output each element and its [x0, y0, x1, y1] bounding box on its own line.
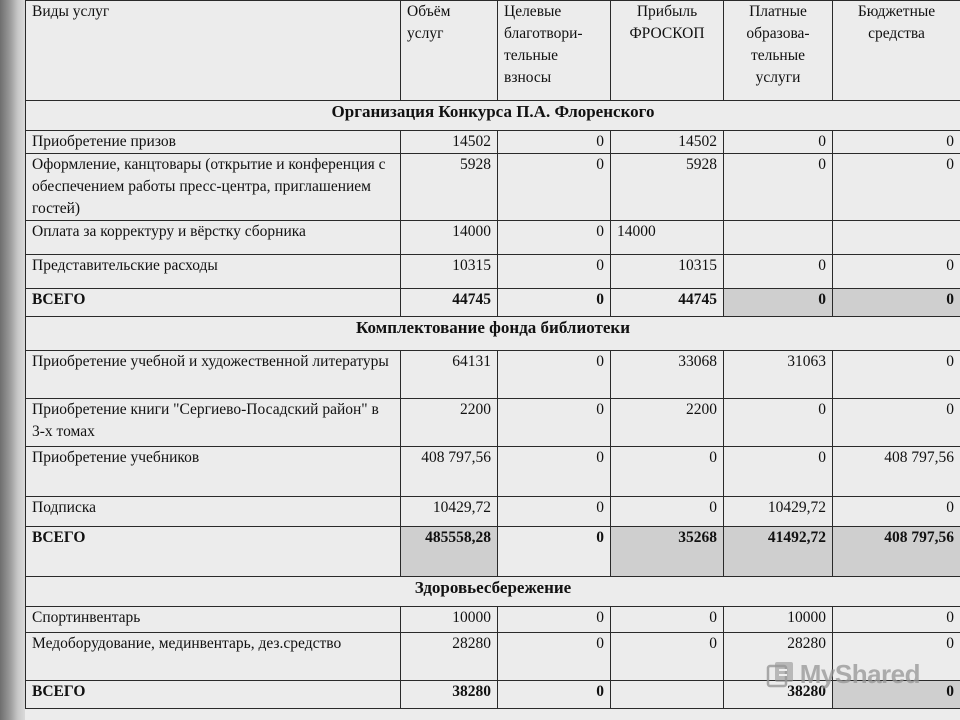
cell-paid: 0 [724, 131, 833, 154]
cell-charity: 0 [498, 399, 611, 447]
total-paid: 41492,72 [724, 527, 833, 577]
total-label: ВСЕГО [26, 681, 401, 709]
total-volume: 44745 [401, 289, 498, 317]
section-title: Здоровьесбережение [26, 577, 960, 607]
total-label: ВСЕГО [26, 289, 401, 317]
total-profit [611, 681, 724, 709]
cell-paid: 0 [724, 154, 833, 221]
cell-profit: 0 [611, 633, 724, 681]
total-budget: 0 [833, 681, 960, 709]
cell-paid [724, 221, 833, 255]
table-header-row [26, 1, 960, 101]
table-row [26, 497, 960, 527]
total-volume: 38280 [401, 681, 498, 709]
total-paid: 38280 [724, 681, 833, 709]
total-profit: 35268 [611, 527, 724, 577]
cell-charity: 0 [498, 607, 611, 633]
total-row [26, 527, 960, 577]
header-charity: Целевые благотвори- тельные взносы [498, 1, 611, 101]
cell-charity: 0 [498, 447, 611, 497]
cell-volume: 10315 [401, 255, 498, 289]
section-title-row [26, 317, 960, 351]
header-volume: Объём услуг [401, 1, 498, 101]
cell-budget: 0 [833, 255, 960, 289]
cell-budget [833, 221, 960, 255]
cell-paid: 0 [724, 447, 833, 497]
table-row [26, 607, 960, 633]
total-charity: 0 [498, 681, 611, 709]
total-paid: 0 [724, 289, 833, 317]
total-label: ВСЕГО [26, 527, 401, 577]
cell-budget: 0 [833, 131, 960, 154]
myshared-watermark [766, 659, 920, 690]
cell-paid: 10000 [724, 607, 833, 633]
cell-volume: 10000 [401, 607, 498, 633]
cell-budget: 0 [833, 351, 960, 399]
cell-charity: 0 [498, 154, 611, 221]
cell-volume: 14000 [401, 221, 498, 255]
total-row [26, 289, 960, 317]
row-name: Представительские расходы [26, 255, 401, 289]
watermark-text: MyShared [799, 659, 920, 689]
section-title-row [26, 577, 960, 607]
total-volume: 485558,28 [401, 527, 498, 577]
row-name: Оплата за корректуру и вёрстку сборника [26, 221, 401, 255]
cell-profit: 33068 [611, 351, 724, 399]
table-row [26, 221, 960, 255]
cell-profit: 0 [611, 447, 724, 497]
table-row [26, 399, 960, 447]
row-name: Приобретение учебной и художественной литературы [26, 351, 401, 399]
cell-profit: 0 [611, 607, 724, 633]
total-budget: 0 [833, 289, 960, 317]
cell-charity: 0 [498, 351, 611, 399]
total-budget: 408 797,56 [833, 527, 960, 577]
header-profit: Прибыль ФРОСКОП [611, 1, 724, 101]
cell-charity: 0 [498, 633, 611, 681]
cell-volume: 408 797,56 [401, 447, 498, 497]
cell-profit: 5928 [611, 154, 724, 221]
cell-budget: 0 [833, 633, 960, 681]
section-title: Организация Конкурса П.А. Флоренского [26, 101, 960, 131]
cell-budget: 0 [833, 607, 960, 633]
cell-budget: 0 [833, 154, 960, 221]
cell-budget: 408 797,56 [833, 447, 960, 497]
cell-paid: 0 [724, 255, 833, 289]
table-row [26, 447, 960, 497]
row-name: Медоборудование, мединвентарь, дез.средство [26, 633, 401, 681]
cell-volume: 5928 [401, 154, 498, 221]
cell-budget: 0 [833, 497, 960, 527]
total-charity: 0 [498, 527, 611, 577]
cell-charity: 0 [498, 255, 611, 289]
cell-profit: 0 [611, 497, 724, 527]
cell-volume: 28280 [401, 633, 498, 681]
section-title: Комплектование фонда библиотеки [26, 317, 960, 351]
cell-charity: 0 [498, 131, 611, 154]
cell-volume: 2200 [401, 399, 498, 447]
row-name: Приобретение учебников [26, 447, 401, 497]
table-row [26, 255, 960, 289]
cell-budget: 0 [833, 399, 960, 447]
table-row [26, 154, 960, 221]
header-service-type: Виды услуг [26, 1, 401, 101]
row-name: Приобретение книги "Сергиево-Посадский район" в 3-х томах [26, 399, 401, 447]
row-name: Приобретение призов [26, 131, 401, 154]
services-table [25, 0, 960, 709]
cell-volume: 10429,72 [401, 497, 498, 527]
myshared-logo-icon [766, 660, 796, 690]
total-charity: 0 [498, 289, 611, 317]
row-name: Спортинвентарь [26, 607, 401, 633]
table-row [26, 351, 960, 399]
row-name: Оформление, канцтовары (открытие и конференция с обеспечением работы пресс-центра, приглашением гостей) [26, 154, 401, 221]
header-paid-services: Платные образова- тельные услуги [724, 1, 833, 101]
cell-volume: 14502 [401, 131, 498, 154]
cell-profit: 14502 [611, 131, 724, 154]
section-title-row [26, 101, 960, 131]
cell-paid: 0 [724, 399, 833, 447]
cell-profit: 10315 [611, 255, 724, 289]
row-name: Подписка [26, 497, 401, 527]
cell-profit: 2200 [611, 399, 724, 447]
cell-profit: 14000 [611, 221, 724, 255]
cell-charity: 0 [498, 497, 611, 527]
total-profit: 44745 [611, 289, 724, 317]
cell-paid: 31063 [724, 351, 833, 399]
cell-paid: 10429,72 [724, 497, 833, 527]
header-budget: Бюджетные средства [833, 1, 960, 101]
cell-charity: 0 [498, 221, 611, 255]
table-row [26, 131, 960, 154]
cell-paid: 28280 [724, 633, 833, 681]
cell-volume: 64131 [401, 351, 498, 399]
